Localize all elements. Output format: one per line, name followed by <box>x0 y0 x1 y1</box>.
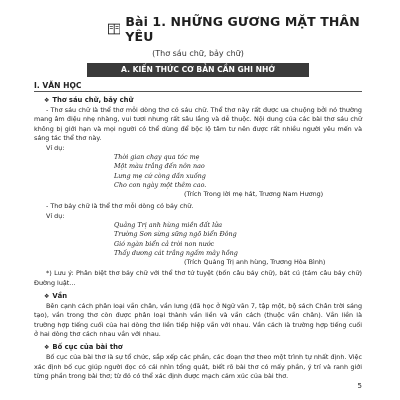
poem-line: Lưng mẹ cứ còng dần xuống <box>114 171 206 180</box>
subheading-text: Bố cục của bài thơ <box>52 343 123 352</box>
poem-line: Trường Sơn sừng sững ngõ biển Đông <box>114 230 237 239</box>
page-number: 5 <box>357 382 362 390</box>
lesson-subtitle: (Thơ sáu chữ, bảy chữ) <box>152 49 244 58</box>
poem-line: Quảng Trị anh hùng miền đất lửa <box>114 220 223 229</box>
poem-line: Một màu trắng đến nôn nao <box>114 162 205 171</box>
paragraph-seven-word-poetry: - Thơ bảy chữ là thể thơ mỗi dòng có bảy chữ. <box>46 201 194 210</box>
subheading-text: Vần <box>52 292 68 301</box>
book-icon <box>108 23 120 35</box>
example-label: Ví dụ: <box>46 211 65 220</box>
diamond-bullet-icon: ❖ <box>44 97 50 104</box>
subheading-structure <box>44 343 362 351</box>
subheading-poetry-forms <box>44 96 362 104</box>
paragraph-rhyme: Bên cạnh cách phân loại vần chân, vần lưng (đã học ở Ngữ văn 7, tập một, bộ sách Chân trời sáng tạo), vần trong thơ còn được phân loại thành vần liền và vần cách (thuộc vần chân). Vần liền là trường hợp tiếng cuối của hai dòng thơ liền tiếp hiệp vần với nhau. Vần cách là trường hợp tiếng cuối ở hai dòng thơ cách nhau vần với nhau. <box>34 302 362 338</box>
paragraph-note: *) Lưu ý: Phân biệt thơ bảy chữ với thể thơ tứ tuyệt (bốn câu bảy chữ), bát cú (tám câu bảy chữ) Đường luật... <box>34 269 362 287</box>
lesson-title-row <box>108 14 362 44</box>
citation-1: (Trích Trong lời mẹ hát, Trương Nam Hương) <box>184 190 324 199</box>
lesson-title: Bài 1. NHỮNG GƯƠNG MẶT THÂN YÊU <box>125 14 360 44</box>
section-heading-literature: I. VĂN HỌC <box>34 81 362 92</box>
subheading-rhyme <box>44 292 362 300</box>
paragraph-six-word-poetry: - Thơ sáu chữ là thể thơ mỗi dòng thơ có sáu chữ. Thể thơ này rất được ưa chuộng bởi nó thường mang âm điệu nhẹ nhàng, vui tươi nhưng rất sâu lắng và dễ thuộc. Nội dung của các bài thơ sáu chữ không bị giới hạn và mọi người có thể dùng để bộc lộ tâm tư nên được rất nhiều người yêu mến và sáng tác thể thơ này. <box>34 106 362 142</box>
citation-2: (Trích Quảng Trị anh hùng, Trương Hòa Bình) <box>184 258 326 267</box>
poem-excerpt-1 <box>114 153 362 190</box>
section-banner: A. KIẾN THỨC CƠ BẢN CẦN GHI NHỚ <box>87 63 309 77</box>
poem-line: Gió ngàn biển cả trời non nước <box>114 239 215 248</box>
diamond-bullet-icon: ❖ <box>44 293 50 301</box>
poem-line: Thời gian chạy qua tóc mẹ <box>114 153 200 162</box>
diamond-bullet-icon: ❖ <box>44 344 50 352</box>
poem-line: Thấy dương cát trắng ngấm mây hồng <box>114 248 238 257</box>
paragraph-structure: Bố cục của bài thơ là sự tổ chức, sắp xếp các phần, các đoạn thơ theo một trình tự nhất định. Việc xác định bố cục giúp người đọc có cái nhìn tổng quát, biết rõ bài thơ có mấy phần, ý trí và ranh giới từng phần trong bài thơ; từ đó có thể xác định được mạch cảm xúc của bài thơ. <box>34 353 362 380</box>
example-label: Ví dụ: <box>46 144 65 153</box>
poem-line: Cho con ngày một thêm cao. <box>114 181 207 190</box>
subheading-text: Thơ sáu chữ, bảy chữ <box>52 96 134 104</box>
poem-excerpt-2 <box>114 221 362 258</box>
